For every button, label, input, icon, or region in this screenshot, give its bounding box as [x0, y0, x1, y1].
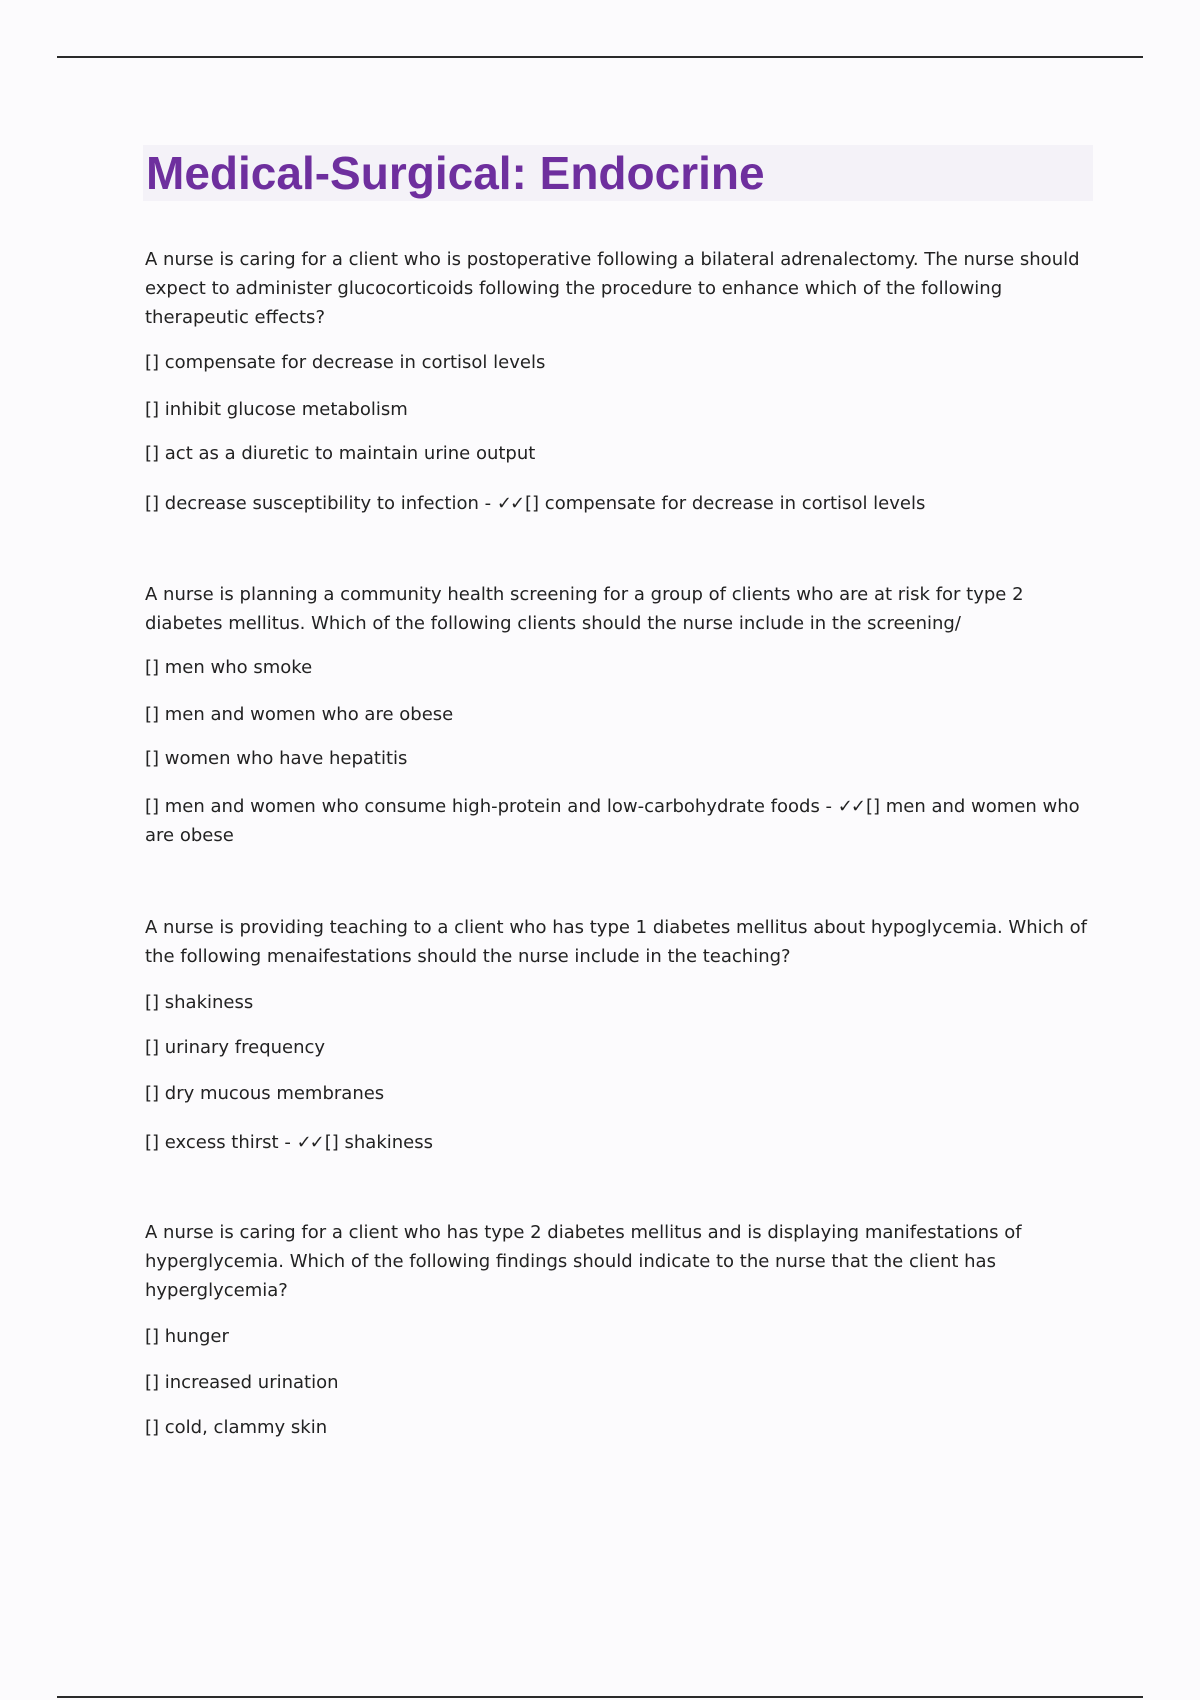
question-3-option-3: [] dry mucous membranes	[145, 1083, 385, 1104]
question-2-answer: [] men and women who are obese	[145, 796, 1080, 846]
top-rule	[57, 56, 1143, 58]
question-3-option-4-with-answer	[145, 1128, 1095, 1157]
check-icon: ✓✓	[837, 796, 864, 817]
question-4-option-3: [] cold, clammy skin	[145, 1417, 328, 1438]
question-3-prompt: A nurse is providing teaching to a client who has type 1 diabetes mellitus about hypoglycemia. Which of the following menaifestations should the nurse include in the teaching?	[145, 917, 1088, 967]
question-1-answer: [] compensate for decrease in cortisol levels	[525, 493, 926, 514]
question-1-option-4-with-answer	[145, 489, 1095, 518]
check-icon: ✓✓	[496, 493, 524, 514]
question-2-option-3: [] women who have hepatitis	[145, 748, 408, 769]
question-1-option-4: [] decrease susceptibility to infection -	[145, 493, 497, 514]
question-1-option-1: [] compensate for decrease in cortisol levels	[145, 352, 546, 373]
check-icon: ✓✓	[296, 1132, 323, 1153]
bottom-rule	[57, 1696, 1143, 1698]
question-1-option-3: [] act as a diuretic to maintain urine output	[145, 443, 536, 464]
question-1-option-2: [] inhibit glucose metabolism	[145, 399, 408, 420]
question-2-option-2: [] men and women who are obese	[145, 704, 454, 725]
question-3-option-2: [] urinary frequency	[145, 1037, 326, 1058]
question-1-prompt: A nurse is caring for a client who is postoperative following a bilateral adrenalectomy. The nurse should expect to administer glucocorticoids following the procedure to enhance which of the following therapeutic effects?	[145, 249, 1080, 328]
question-4-option-1: [] hunger	[145, 1326, 229, 1347]
question-3-answer: [] shakiness	[324, 1132, 433, 1153]
question-4-option-2: [] increased urination	[145, 1372, 339, 1393]
question-2-prompt: A nurse is planning a community health screening for a group of clients who are at risk for type 2 diabetes mellitus. Which of the following clients should the nurse include in the screening/	[145, 584, 1024, 634]
question-4-prompt: A nurse is caring for a client who has type 2 diabetes mellitus and is displaying manifestations of hyperglycemia. Which of the following findings should indicate to the nurse that the client has hyperglycemia?	[145, 1222, 1022, 1301]
question-2-option-4: [] men and women who consume high-protein and low-carbohydrate foods -	[145, 796, 838, 817]
question-2-option-1: [] men who smoke	[145, 657, 313, 678]
question-2-option-4-with-answer	[145, 792, 1095, 850]
question-3-option-1: [] shakiness	[145, 992, 254, 1013]
question-3-option-4: [] excess thirst -	[145, 1132, 297, 1153]
document-title: Medical-Surgical: Endocrine	[146, 147, 765, 199]
